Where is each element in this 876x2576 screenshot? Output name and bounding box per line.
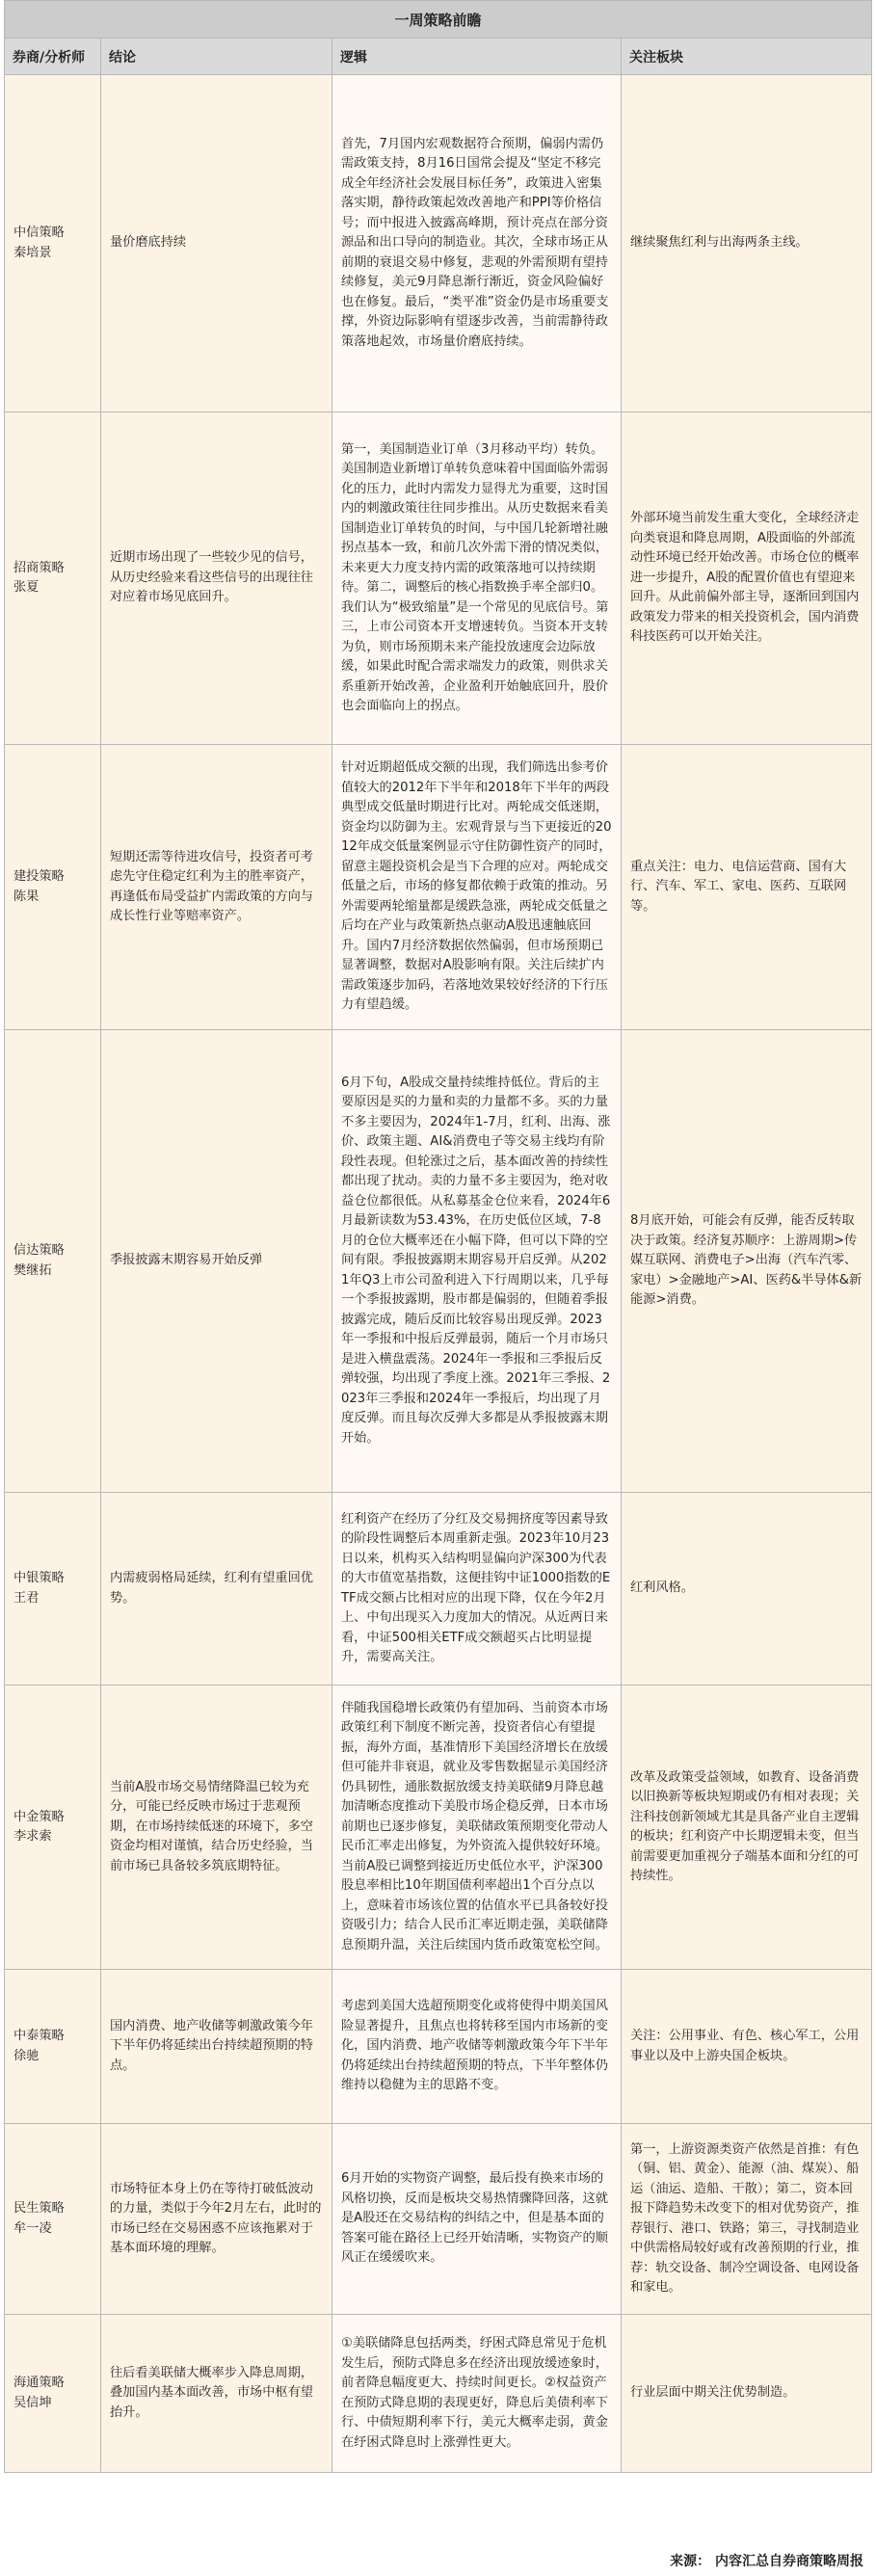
focus-cell: 红利风格。 — [622, 1493, 872, 1686]
conclusion-cell: 季报披露末期容易开始反弹 — [101, 1030, 332, 1493]
table-title-row — [5, 1, 872, 39]
conclusion-cell: 量价磨底持续 — [101, 75, 332, 412]
conclusion-cell: 内需疲弱格局延续，红利有望重回优势。 — [101, 1493, 332, 1686]
focus-cell: 改革及政策受益领域，如教育、设备消费以旧换新等板块短期或仍有相对表现；关注科技创新领域尤其是具备产业自主逻辑的板块；红利资产中长期逻辑未变，但当前需要更加重视分子端基本面和分红的可持续性。 — [622, 1686, 872, 1970]
focus-cell: 行业层面中期关注优势制造。 — [622, 2315, 872, 2473]
table-row — [5, 745, 872, 1030]
logic-cell: 考虑到美国大选超预期变化或将使得中期美国风险显著提升，且焦点也将转移至国内市场新的变化，国内消费、地产收储等刺激政策今年下半年仍将延续出台持续超预期的特点，下半年整体仍维持以稳健为主的思路不变。 — [332, 1970, 622, 2124]
table-row — [5, 2124, 872, 2315]
broker-cell: 建投策略 陈果 — [5, 745, 101, 1030]
strategy-table-page — [4, 0, 871, 2576]
broker-cell: 中信策略 秦培景 — [5, 75, 101, 412]
table-row — [5, 1030, 872, 1493]
broker-cell: 中银策略 王君 — [5, 1493, 101, 1686]
table-row — [5, 2315, 872, 2473]
broker-cell: 海通策略 吴信坤 — [5, 2315, 101, 2473]
broker-cell: 民生策略 牟一凌 — [5, 2124, 101, 2315]
logic-cell: 伴随我国稳增长政策仍有望加码、当前资本市场政策红利下制度不断完善，投资者信心有望提振，海外方面，基准情形下美国经济增长在放缓但可能并非衰退，就业及零售数据显示美国经济仍具韧性，通胀数据放缓支持美联储9月降息越加清晰态度推动下美股市场企稳反弹，日本市场前期也已逐步修复，美联储政策预期变化带动人民币汇率走出修复，为外资流入提供较好环境。当前A股已调整到接近历史低位水平，沪深300股息率相比10年期国债利率超出1个百分点以上，意味着市场该位置的估值水平已具备较好投资吸引力；结合人民币汇率近期走强，美联储降息预期升温，关注后续国内货币政策宽松空间。 — [332, 1686, 622, 1970]
focus-cell: 第一，上游资源类资产依然是首推：有色（铜、铝、黄金）、能源（油、煤炭）、船运（油运、造船、干散）；第二，资本回报下降趋势未改变下的相对优势资产，推荐银行、港口、铁路；第三，寻找制造业中供需格局较好或有改善预期的行业，推荐：轨交设备、制冷空调设备、电网设备和家电。 — [622, 2124, 872, 2315]
table-row — [5, 1686, 872, 1970]
broker-cell: 信达策略 樊继拓 — [5, 1030, 101, 1493]
logic-cell: 6月下旬，A股成交量持续维持低位。背后的主要原因是买的力量和卖的力量都不多。买的力量不多主要因为，2024年1-7月，红利、出海、涨价、政策主题、AI&消费电子等交易主线均有阶段性表现。但轮涨过之后，基本面改善的持续性都出现了扰动。卖的力量不多主要因为，绝对收益仓位都很低。从私募基金仓位来看，2024年6月最新读数为53.43%，在历史低位区域，7-8月的仓位大概率还在小幅下降，但可以下降的空间有限。季报披露期末期容易开启反弹。从2021年Q3上市公司盈利进入下行周期以来，几乎每一个季报披露期，股市都是偏弱的，但随着季报披露完成，随后反而比较容易出现反弹。2023年一季报和中报后反弹最弱，随后一个月市场只是进入横盘震荡。2024年一季报和三季报后反弹较强，均出现了季度上涨。2021年三季报、2023年三季报和2024年一季报后，均出现了月度反弹。而且每次反弹大多都是从季报披露末期开始。 — [332, 1030, 622, 1493]
conclusion-cell: 往后看美联储大概率步入降息周期，叠加国内基本面改善，市场中枢有望抬升。 — [101, 2315, 332, 2473]
source-note: 来源： 内容汇总自券商策略周报 — [670, 2554, 863, 2569]
logic-cell: 红利资产在经历了分红及交易拥挤度等因素导致的阶段性调整后本周重新走强。2023年10月23日以来，机构买入结构明显偏向沪深300为代表的大市值宽基指数，这便挂钩中证1000指数的ETF成交额占比相对应的出现下降，仅在今年2月上、中旬出现买入力度加大的情况。从近两日来看，中证500相关ETF成交额超买占比明显提升，需要高关注。 — [332, 1493, 622, 1686]
broker-cell: 中泰策略 徐驰 — [5, 1970, 101, 2124]
conclusion-cell: 国内消费、地产收储等刺激政策今年下半年仍将延续出台持续超预期的特点。 — [101, 1970, 332, 2124]
broker-cell: 中金策略 李求索 — [5, 1686, 101, 1970]
strategy-table — [4, 0, 872, 2473]
table-row — [5, 1493, 872, 1686]
broker-cell: 招商策略 张夏 — [5, 412, 101, 745]
focus-cell: 继续聚焦红利与出海两条主线。 — [622, 75, 872, 412]
table-row — [5, 1970, 872, 2124]
logic-cell: 6月开始的实物资产调整，最后投有换来市场的风格切换，反而是板块交易热情骤降回落，这就是A股还在交易结构的纠结之中，但是基本面的答案可能在路径上已经开始清晰，实物资产的顺风正在缓缓吹来。 — [332, 2124, 622, 2315]
header-broker: 券商/分析师 — [5, 39, 101, 75]
focus-cell: 重点关注：电力、电信运营商、国有大行、汽车、军工、家电、医药、互联网等。 — [622, 745, 872, 1030]
logic-cell: ①美联储降息包括两类，纾困式降息常见于危机发生后，预防式降息多在经济出现放缓迹象时，前者降息幅度更大、持续时间更长。②权益资产在预防式降息期的表现更好，降息后美债利率下行、中债短期利率下行，美元大概率走弱，黄金在纾困式降息时上涨弹性更大。 — [332, 2315, 622, 2473]
logic-cell: 第一，美国制造业订单（3月移动平均）转负。美国制造业新增订单转负意味着中国面临外需弱化的压力，此时内需发力显得尤为重要，这时国内的刺激政策往往同步推出。从历史数据来看美国制造业订单转负的时间，与中国几轮新增社融拐点基本一致，和前几次外需下滑的情况类似，未来更大力度支持内需的政策落地可以持续期待。第二，调整后的核心指数换手率全部归0。我们认为“极致缩量”是一个常见的见底信号。第三，上市公司资本开支增速转负。当资本开支转为负，则市场预期未来产能投放速度会边际放缓，如果此时配合需求端发力的政策，则供求关系重新开始改善，企业盈利开始触底回升，股价也会面临向上的拐点。 — [332, 412, 622, 745]
header-focus: 关注板块 — [622, 39, 872, 75]
conclusion-cell: 近期市场出现了一些较少见的信号，从历史经验来看这些信号的出现往往对应着市场见底回升。 — [101, 412, 332, 745]
focus-cell: 外部环境当前发生重大变化，全球经济走向类衰退和降息周期，A股面临的外部流动性环境已经开始改善。市场仓位的概率进一步提升，A股的配置价值也有望迎来回升。从此前偏外部主导，逐渐回到国内政策发力带来的相关投资机会，国内消费科技医药可以开始关注。 — [622, 412, 872, 745]
conclusion-cell: 当前A股市场交易情绪降温已较为充分，可能已经反映市场过于悲观预期，在市场持续低迷的环境下，多空资金均相对谨慎，结合历史经验，当前市场已具备较多筑底期特征。 — [101, 1686, 332, 1970]
table-row — [5, 75, 872, 412]
header-logic: 逻辑 — [332, 39, 622, 75]
logic-cell: 针对近期超低成交额的出现，我们筛选出参考价值较大的2012年下半年和2018年下半年的两段典型成交低量时期进行比对。两轮成交低迷期，资金均以防御为主。宏观背景与当下更接近的2012年成交低量案例显示守住防御性资产的同时，留意主题投资机会是当下合理的应对。两轮成交低量之后，市场的修复都依赖于政策的推动。另外需要两轮缩量都是缓跌急涨，两轮成交低量之后均在产业与政策新热点驱动A股迅速触底回升。国内7月经济数据依然偏弱，但市场预期已显著调整，数据对A股影响有限。关注后续扩内需政策逐步加码，若落地效果较好经济的下行压力有望趋缓。 — [332, 745, 622, 1030]
table-body — [5, 75, 872, 2473]
conclusion-cell: 市场特征本身上仍在等待打破低波动的力量，类似于今年2月左右，此时的市场已经在交易困惑不应该拖累对于基本面环境的理解。 — [101, 2124, 332, 2315]
table-row — [5, 412, 872, 745]
table-header-row — [5, 39, 872, 75]
conclusion-cell: 短期还需等待进攻信号，投资者可考虑先守住稳定红利为主的胜率资产，再逢低布局受益扩内需政策的方向与成长性行业等赔率资产。 — [101, 745, 332, 1030]
logic-cell: 首先，7月国内宏观数据符合预期，偏弱内需仍需政策支持，8月16日国常会提及“坚定不移完成全年经济社会发展目标任务”，政策进入密集落实期，静待政策起效改善地产和PPI等价格信号；而中报进入披露高峰期，预计亮点在部分资源品和出口导向的制造业。其次，全球市场正从前期的衰退交易中修复，悲观的外需预期有望持续修复，美元9月降息渐行渐近，资金风险偏好也在修复。最后，“类平准”资金仍是市场重要支撑，外资边际影响有望逐步改善，当前需静待政策落地起效，市场量价磨底持续。 — [332, 75, 622, 412]
header-conclusion: 结论 — [101, 39, 332, 75]
focus-cell: 关注：公用事业、有色、核心军工，公用事业以及中上游央国企板块。 — [622, 1970, 872, 2124]
focus-cell: 8月底开始，可能会有反弹，能否反转取决于政策。经济复苏顺序：上游周期>传媒互联网、消费电子>出海（汽车汽零、家电）>金融地产>AI、医药&半导体&新能源>消费。 — [622, 1030, 872, 1493]
table-title: 一周策略前瞻 — [5, 1, 872, 39]
